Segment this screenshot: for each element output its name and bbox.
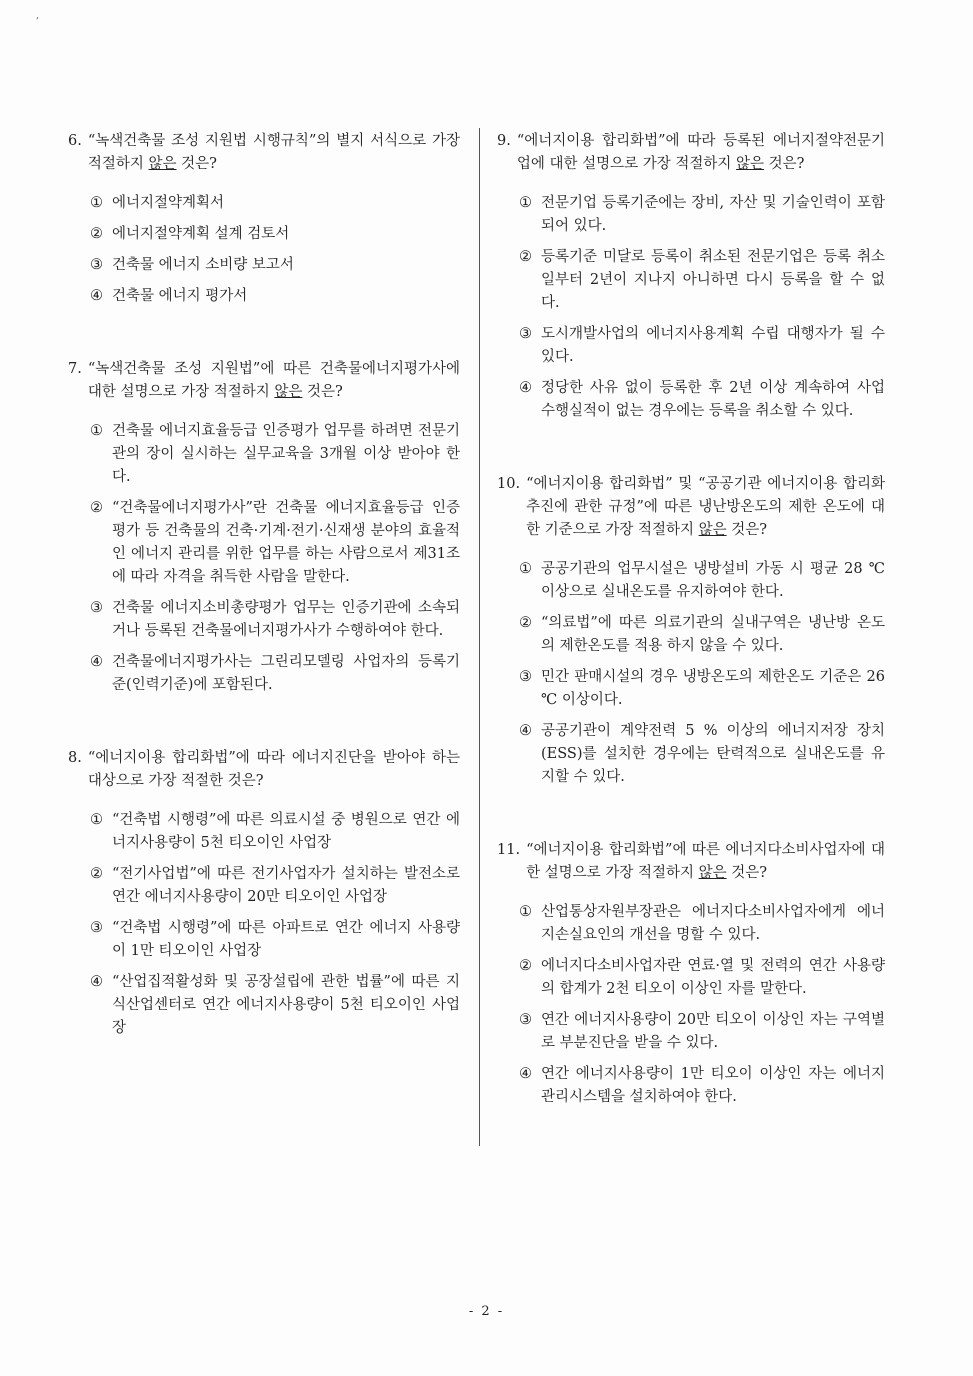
- underlined-word: 않은: [698, 522, 727, 538]
- option-item: ② 에너지다소비사업자란 연료·열 및 전력의 연간 사용량의 합계가 2천 티오이 이상인 자를 말한다.: [519, 958, 885, 997]
- question-number: 7.: [68, 361, 82, 377]
- option-item: ① “건축법 시행령”에 따른 의료시설 중 병원으로 연간 에너지사용량이 5천 티오이인 사업장: [90, 812, 460, 851]
- option-item: ④ 건축물 에너지 평가서: [90, 288, 248, 304]
- option-item: ① 전문기업 등록기준에는 장비, 자산 및 기술인력이 포함되어 있다.: [519, 195, 885, 234]
- option-item: ② “의료법”에 따른 의료기관의 실내구역은 냉난방 온도의 제한온도를 적용 하지 않을 수 있다.: [519, 615, 885, 654]
- option-item: ④ 건축물에너지평가사는 그린리모델링 사업자의 등록기준(인력기준)에 포함된다.: [90, 654, 460, 693]
- page-number: - 2 -: [468, 1304, 505, 1319]
- option-item: ③ 건축물 에너지 소비량 보고서: [90, 257, 294, 273]
- option-item: ④ “산업집적활성화 및 공장설립에 관한 법률”에 따른 지식산업센터로 연간 에너지사용량이 5천 티오이인 사업장: [90, 974, 460, 1036]
- option-item: ③ “건축법 시행령”에 따른 아파트로 연간 에너지 사용량이 1만 티오이인 사업장: [90, 920, 460, 959]
- option-item: ③ 연간 에너지사용량이 20만 티오이 이상인 자는 구역별로 부분진단을 받을 수 있다.: [519, 1012, 885, 1051]
- question-text: “에너지이용 합리화법”에 따라 에너지진단을 받아야 하는 대상으로 가장 적절한 것은?: [87, 750, 460, 789]
- question-8: [68, 747, 460, 1040]
- underlined-word: 않은: [698, 865, 727, 881]
- underlined-word: 않은: [148, 156, 177, 172]
- option-item: ① 공공기관의 업무시설은 냉방설비 가동 시 평균 28 ℃ 이상으로 실내온도를 유지하여야 한다.: [519, 561, 885, 600]
- option-item: ④ 공공기관이 계약전력 5 % 이상의 에너지저장 장치(ESS)를 설치한 경우에는 탄력적으로 실내온도를 유지할 수 있다.: [519, 723, 885, 785]
- option-item: ① 에너지절약계획서: [90, 195, 225, 211]
- option-list: [68, 420, 460, 697]
- question-text: “에너지이용 합리화법”에 따라 등록된 에너지절약전문기업에 대한 설명으로 가장 적절하지 않은 것은?: [516, 133, 885, 172]
- option-list: [68, 192, 460, 308]
- question-7: [68, 358, 460, 697]
- option-item: ④ 정당한 사유 없이 등록한 후 2년 이상 계속하여 사업 수행실적이 없는 경우에는 등록을 취소할 수 있다.: [519, 380, 885, 419]
- question-11: [497, 839, 885, 1109]
- column-divider: [479, 128, 480, 1146]
- right-column: [497, 130, 885, 1159]
- option-list: [68, 809, 460, 1040]
- question-9: [497, 130, 885, 423]
- option-item: ② 에너지절약계획 설계 검토서: [90, 226, 290, 242]
- question-text: “에너지이용 합리화법”에 따른 에너지다소비사업자에 대한 설명으로 가장 적절하지 않은 것은?: [526, 842, 885, 881]
- option-item: ③ 도시개발사업의 에너지사용계획 수립 대행자가 될 수 있다.: [519, 326, 885, 365]
- option-list: [497, 558, 885, 789]
- question-number: 8.: [68, 750, 82, 766]
- option-list: [497, 192, 885, 423]
- question-text: “에너지이용 합리화법” 및 “공공기관 에너지이용 합리화 추진에 관한 규정”에 따른 냉난방온도의 제한 온도에 대한 기준으로 가장 적절하지 않은 것은?: [526, 476, 885, 538]
- left-column: [68, 130, 460, 1090]
- underlined-word: 않은: [274, 384, 303, 400]
- question-number: 11.: [497, 842, 521, 858]
- question-10: [497, 473, 885, 789]
- option-item: ④ 연간 에너지사용량이 1만 티오이 이상인 자는 에너지관리시스템을 설치하여야 한다.: [519, 1066, 885, 1105]
- question-number: 9.: [497, 133, 511, 149]
- question-text: “녹색건축물 조성 지원법 시행규칙”의 별지 서식으로 가장 적절하지 않은 것은?: [87, 133, 460, 172]
- option-item: ② “건축물에너지평가사”란 건축물 에너지효율등급 인증평가 등 건축물의 건축·기계·전기·신재생 분야의 효율적인 에너지 관리를 위한 업무를 하는 사람으로서 제31조에 따라 자격을 취득한 사람을 말한다.: [90, 500, 460, 585]
- question-number: 10.: [497, 476, 521, 492]
- option-item: ③ 건축물 에너지소비총량평가 업무는 인증기관에 소속되거나 등록된 건축물에너지평가사가 수행하여야 한다.: [90, 600, 460, 639]
- option-item: ② 등록기준 미달로 등록이 취소된 전문기업은 등록 취소일부터 2년이 지나지 아니하면 다시 등록을 할 수 없다.: [519, 249, 885, 311]
- underlined-word: 않은: [736, 156, 765, 172]
- option-item: ① 산업통상자원부장관은 에너지다소비사업자에게 에너지손실요인의 개선을 명할 수 있다.: [519, 904, 885, 943]
- question-number: 6.: [68, 133, 82, 149]
- option-item: ② “전기사업법”에 따른 전기사업자가 설치하는 발전소로 연간 에너지사용량이 20만 티오이인 사업장: [90, 866, 460, 905]
- scan-speck: ,: [36, 10, 40, 21]
- option-item: ③ 민간 판매시설의 경우 냉방온도의 제한온도 기준은 26 ℃ 이상이다.: [519, 669, 885, 708]
- question-text: “녹색건축물 조성 지원법”에 따른 건축물에너지평가사에 대한 설명으로 가장 적절하지 않은 것은?: [87, 361, 460, 400]
- question-6: [68, 130, 460, 308]
- option-list: [497, 901, 885, 1109]
- option-item: ① 건축물 에너지효율등급 인증평가 업무를 하려면 전문기관의 장이 실시하는 실무교육을 3개월 이상 받아야 한다.: [90, 423, 460, 485]
